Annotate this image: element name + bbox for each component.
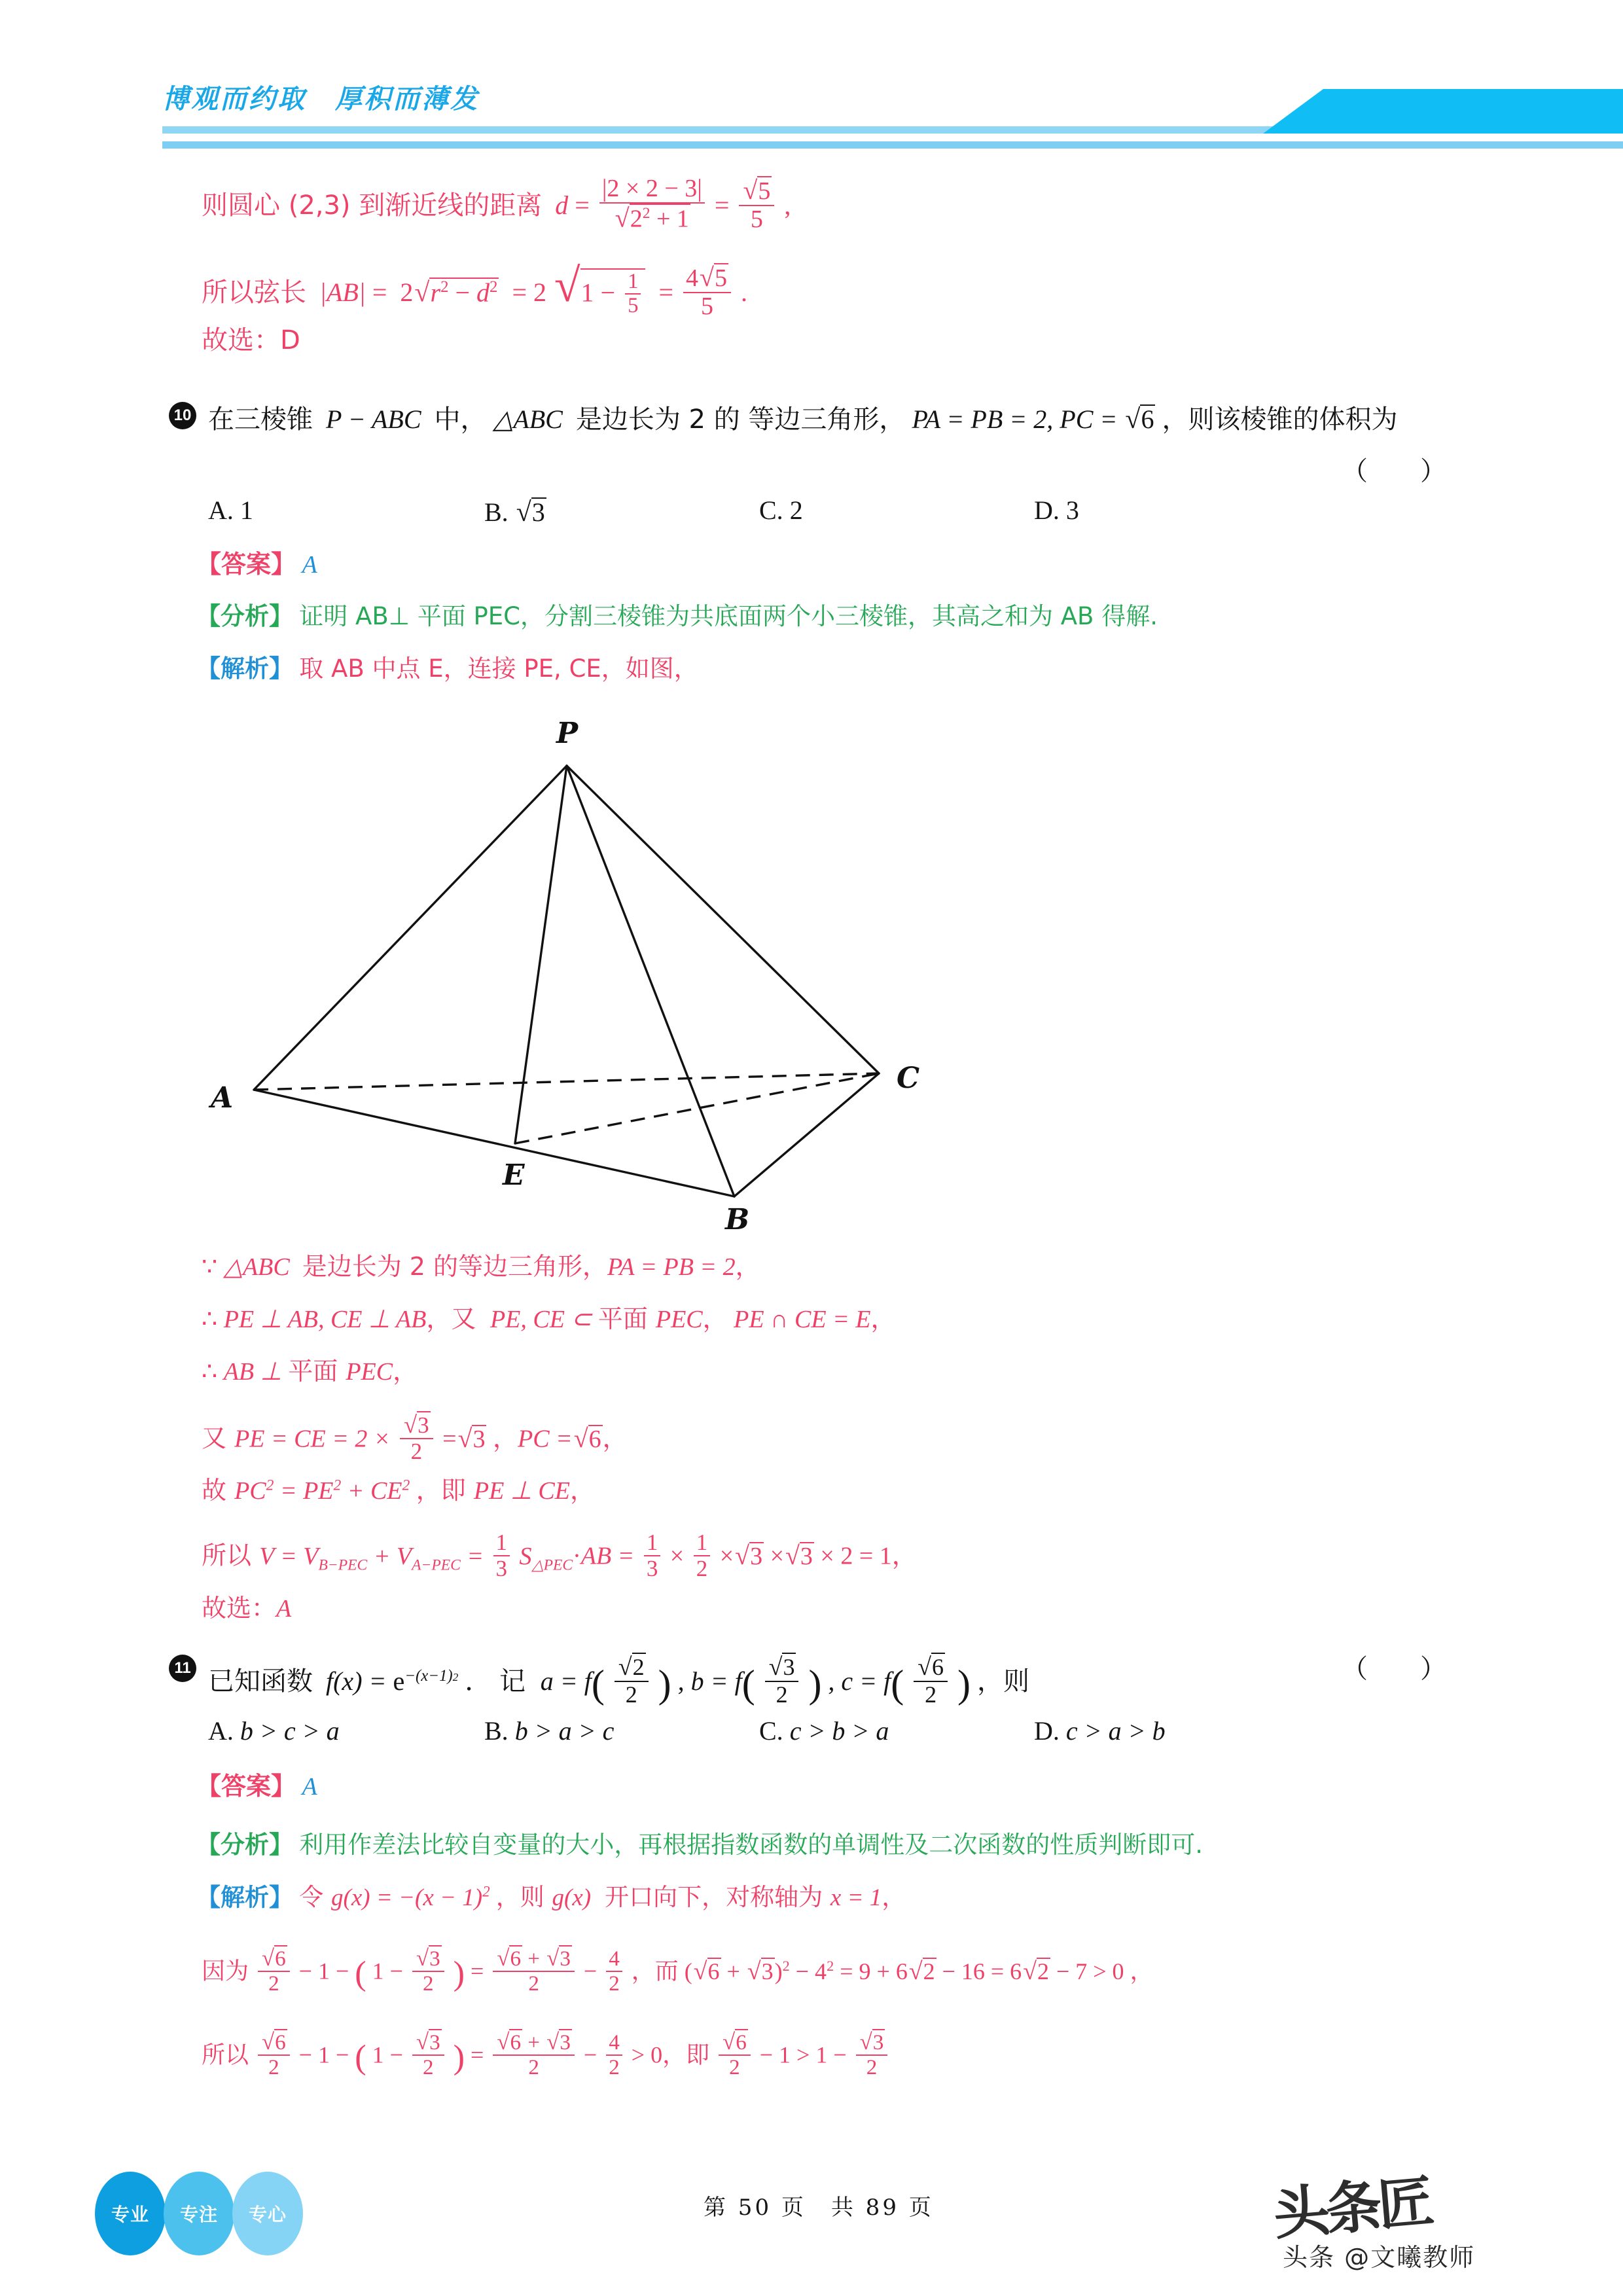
question-10-bracket: （ ） (1342, 456, 1446, 486)
header-motto: 博观而约取 厚积而薄发 (162, 83, 479, 115)
vertex-label-P: P (556, 717, 579, 750)
header-rule-bottom (162, 141, 1623, 149)
edge-EC-dashed (515, 1073, 879, 1143)
question-10-number: 10 (169, 402, 196, 429)
question-10-stem: 在三棱锥 P − ABC 中， △ABC 是边长为 2 的 等边三角形， PA = PB = 2, PC = √6 ，则该棱锥的体积为 (208, 404, 1398, 435)
edge-PC (567, 766, 879, 1073)
solution-tag: 【解析】 (196, 655, 293, 683)
vertex-label-B: B (725, 1203, 750, 1230)
solution-intro: 取 AB 中点 E，连接 PE, CE，如图， (299, 655, 698, 683)
dashed-edges (254, 1073, 879, 1143)
tetrahedron-figure (196, 707, 969, 1230)
question-10-answer-row (196, 552, 317, 577)
solution-tag: 【解析】 (196, 1883, 293, 1912)
prev-solution-conclusion: 故选：D (202, 325, 300, 355)
analysis-text: 利用作差法比较自变量的大小，再根据指数函数的单调性及二次函数的性质判断即可. (299, 1831, 1204, 1859)
analysis-tag: 【分析】 (196, 602, 293, 630)
page-number: 第 50 页 共 89 页 (704, 2195, 934, 2221)
answer-tag: 【答案】 (196, 1772, 296, 1801)
watermark-logo: 头条匠 (1270, 2169, 1433, 2248)
vertex-label-A: A (211, 1081, 234, 1115)
question-11-answer-row (196, 1774, 317, 1799)
q11-step-2: 所以 $\frac{√6}{2}$ − 1 − ( 1 − $\frac{√3}{2}$ ) = $\frac{√6 + √3}{2}$ − $\frac{4}{2}$ > 0，即 $\frac{√6}{2}$ − 1 > 1 − $\frac{√3}{2}$ (202, 2029, 891, 2079)
edge-AC-dashed (254, 1073, 879, 1090)
q10-step-2: ∴ PE ⊥ AB, CE ⊥ AB，又 PE, CE ⊂ 平面 PEC， PE ∩ CE = E， (202, 1304, 896, 1333)
footer-badge-zhuanxin: 专心 (232, 2172, 303, 2255)
question-10-option-b: B. √3 (484, 497, 545, 528)
watermark-handle: 头条 @文曦教师 (1283, 2243, 1476, 2272)
solid-edges (254, 766, 879, 1196)
question-10-option-c: C. 2 (759, 495, 803, 525)
question-11-option-a: A. b > c > a (208, 1716, 340, 1746)
edge-PA (254, 766, 567, 1090)
answer-tag: 【答案】 (196, 550, 296, 579)
question-10-option-d: D. 3 (1034, 495, 1079, 525)
prev-solution-line-2: 所以弦长 $|AB| = 2√r^2 - d^2 = 2$ √1 − $\frac{1}{5}$ = $\frac{4√5}{5}$ . (202, 259, 747, 320)
question-11-option-d: D. c > a > b (1034, 1716, 1166, 1746)
q10-step-6: 所以 $V = V_{B-PEC} + V_{A-PEC}$ = $\frac{1}{3}$ $S_{\triangle PEC}\cdot AB$ = $\frac{1}{3}$ × $\frac{1}{2}$ ×√3 ×√3 × 2 = 1， (202, 1530, 917, 1581)
vertex-label-E: E (503, 1158, 525, 1192)
question-11-option-b: B. b > a > c (484, 1716, 615, 1746)
q10-step-4: 又 PE = CE = 2 × $\frac{√3}{2}$ =√3 ，PC =√6， (202, 1411, 628, 1464)
edge-PE (515, 766, 567, 1143)
page-header (0, 0, 1623, 157)
question-11-number: 11 (169, 1655, 196, 1682)
question-11-analysis-row (196, 1833, 1203, 1857)
tetrahedron-svg (196, 707, 969, 1230)
edge-PB (567, 766, 734, 1196)
q10-step-5: 故 $PC^2 = PE^2 + CE^2$ ，即 PE ⊥ CE， (202, 1476, 595, 1505)
answer-value: A (302, 1773, 317, 1801)
footer-badge-zhuanzhu: 专注 (164, 2172, 234, 2255)
q10-conclusion: 故选：A (202, 1594, 292, 1623)
edge-AB (254, 1090, 734, 1196)
question-11-bracket: （ ） (1342, 1654, 1446, 1684)
question-11-solution-row: 【解析】 令 $g(x) = -(x - 1)^2$ ，则 g(x) 开口向下，对称轴为 x = 1， (196, 1883, 906, 1912)
question-10-option-a: A. 1 (208, 495, 253, 525)
answer-value: A (302, 551, 317, 579)
footer-badge-zhuanye: 专业 (95, 2172, 166, 2255)
q10-step-3: ∴ AB ⊥ 平面 PEC， (202, 1357, 418, 1386)
question-10-analysis-row (196, 604, 1158, 629)
edge-BC (734, 1073, 879, 1196)
q10-step-1: ∵ △ABC 是边长为 2 的等边三角形，PA = PB = 2， (202, 1252, 760, 1281)
question-10-solution-row (196, 656, 698, 681)
analysis-text: 证明 AB⊥ 平面 PEC，分割三棱锥为共底面两个小三棱锥，其高之和为 AB 得解. (299, 602, 1158, 630)
q11-step-1: 因为 $\frac{√6}{2}$ − 1 − ( 1 − $\frac{√3}{2}$ ) = $\frac{√6 + √3}{2}$ − $\frac{4}{2}$ ，而 $(√6 + √3)^2 - 4^2 = 9 + 6√2 - 16 = 6√2 - 7 > 0$ ， (202, 1945, 1154, 1996)
question-11-option-c: C. c > b > a (759, 1716, 889, 1746)
vertex-label-C: C (897, 1062, 920, 1095)
header-banner-shape (1263, 89, 1623, 134)
analysis-tag: 【分析】 (196, 1831, 293, 1859)
question-11-stem: 已知函数 $f(x) = e^{-(x-1)2}$ ． 记 a = f( $\frac{√2}{2}$ ) , b = f( $\frac{√3}{2}$ ) , c = f( $\frac{√6}{2}$ ) ，则 (208, 1653, 1029, 1708)
prev-solution-line-1: 则圆心 (2,3) 到渐近线的距离 d = $\frac{|2 \times 2 - 3|}{√2^2 + 1}$ = $\frac{√5}{5}$ , (202, 175, 791, 233)
